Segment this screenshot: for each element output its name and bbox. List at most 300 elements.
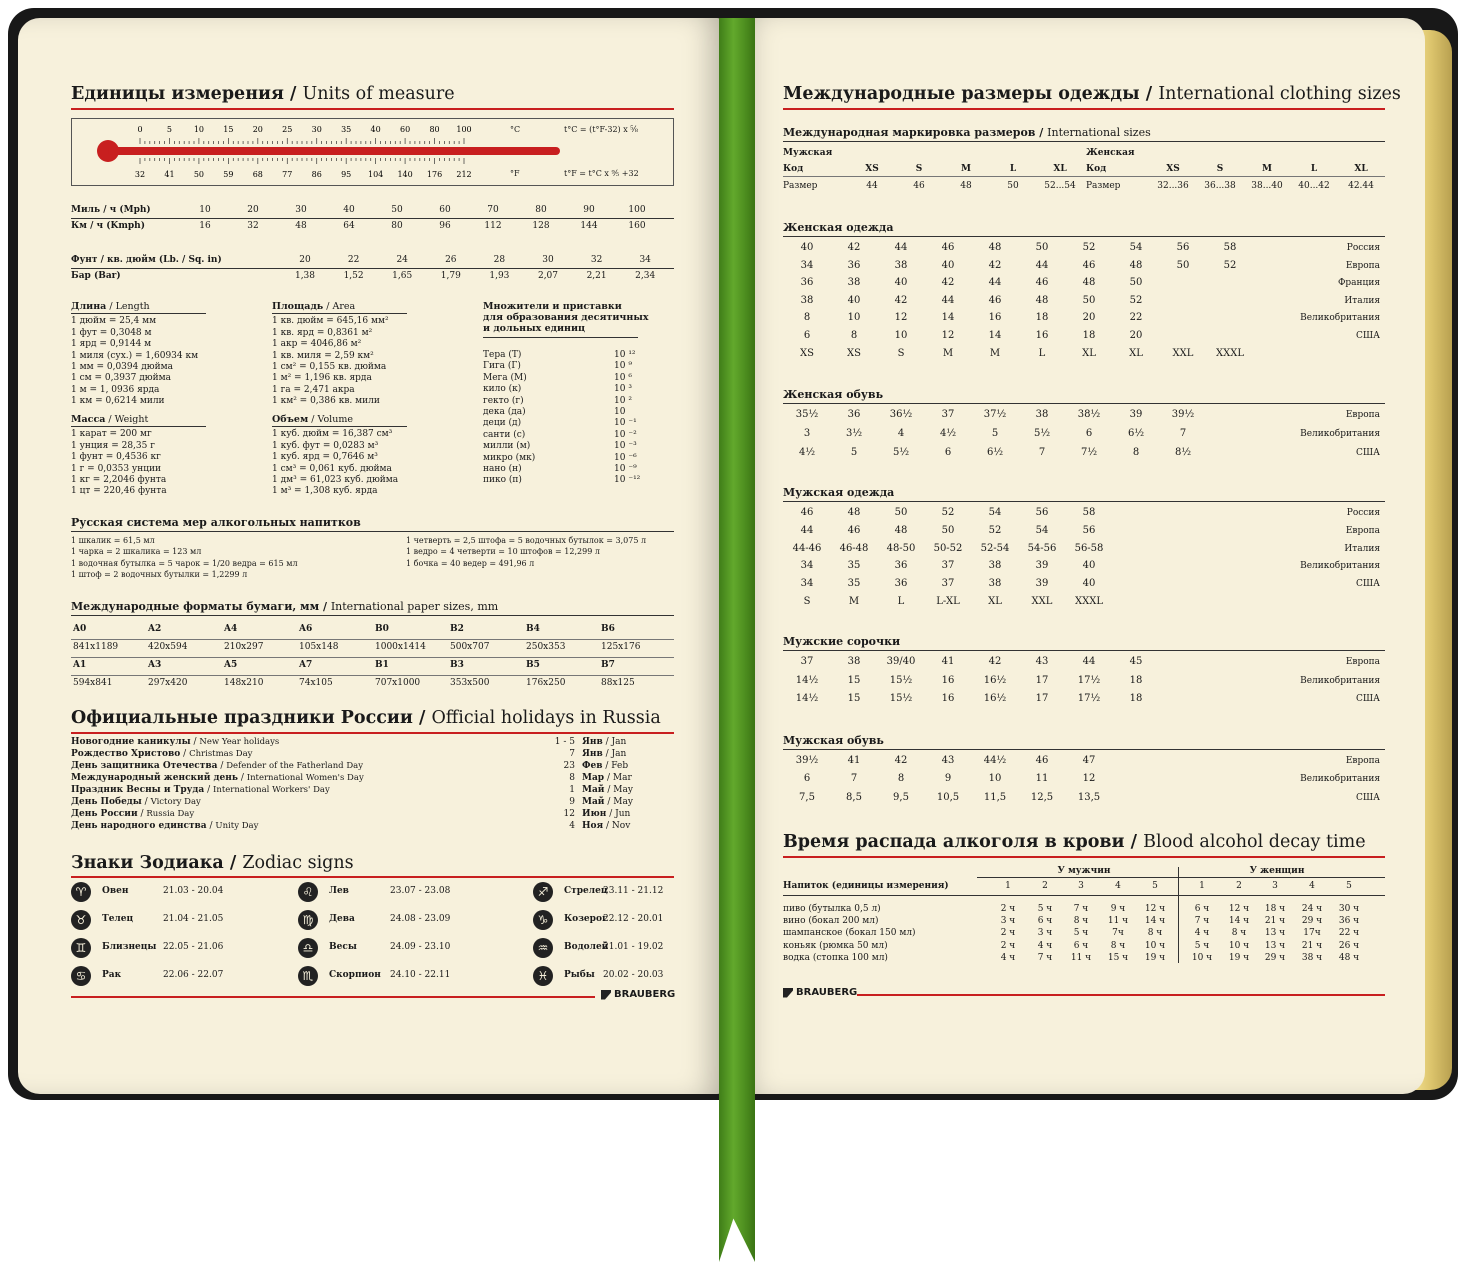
size-table-rule [783, 501, 1385, 502]
clothing-title-rule [783, 108, 1385, 110]
prefix-name: кило (к) [483, 384, 522, 395]
decay-group-rule [977, 877, 1385, 878]
holiday-day: 8 [569, 773, 575, 783]
size-cell: 38½ [1077, 409, 1101, 420]
size-cell: 58 [1223, 242, 1237, 253]
scorpio-icon: ♏ [298, 966, 318, 986]
decay-men-value: 11 ч [1107, 916, 1129, 927]
paper-row-rule [71, 639, 674, 640]
size-cell: 48 [847, 507, 861, 518]
fahrenheit-tick-label: 86 [311, 170, 322, 179]
size-cell: 50 [1035, 242, 1049, 253]
size-cell: 15 [847, 674, 861, 686]
size-cell: 12 [894, 312, 908, 324]
size-cell: 47 [1082, 755, 1096, 766]
units-title-ru: Единицы измерения [71, 84, 284, 104]
size-cell: XXXL [1075, 596, 1103, 607]
size-cell: 12 [1082, 773, 1096, 785]
decay-women-value: 29 ч [1264, 952, 1286, 963]
intl-sizes-title: Международная маркировка размеров / International sizes [783, 126, 1151, 139]
holiday-name-ru: Международный женский день [71, 773, 238, 783]
size-cell: 5½ [892, 447, 910, 458]
prefix-name: нано (н) [483, 464, 522, 475]
decay-men-value: 6 ч [1073, 940, 1089, 951]
size-cell: 7 [1038, 447, 1046, 458]
table-cell: 50 [391, 205, 403, 215]
zodiac-dates: 23.11 - 21.12 [603, 886, 664, 896]
prefix-row [483, 441, 638, 452]
zodiac-dates: 24.10 - 22.11 [390, 970, 451, 980]
decay-women-value: 13 ч [1264, 940, 1286, 951]
mass-heading: Масса / Weight [71, 414, 206, 427]
size-cell: 42 [941, 277, 955, 289]
decay-women-value: 48 ч [1338, 952, 1360, 963]
paper-format-size: 148x210 [224, 678, 264, 688]
holiday-name-ru: День России [71, 809, 138, 819]
paper-format-size: 841x1189 [73, 642, 119, 652]
holiday-name-en: International Workers' Day [212, 785, 330, 795]
list-item: 1 миля (сух.) = 1,60934 км [71, 350, 199, 361]
size-cell: 14 [941, 312, 955, 324]
women-group-label: У женщин [1249, 866, 1305, 876]
men-size: 52...54 [1044, 181, 1076, 191]
zodiac-name: Близнецы [102, 942, 157, 952]
celsius-tick-label: 40 [370, 125, 381, 134]
brand-mark-icon [783, 988, 793, 998]
size-cell: 46 [847, 524, 861, 536]
table-cell: 80 [391, 221, 403, 231]
prefix-factor: 10 ³ [614, 384, 632, 395]
size-cell: 11,5 [983, 791, 1007, 803]
decay-men-value: 3 ч [1037, 928, 1053, 939]
left-page [18, 18, 723, 1094]
decay-women-value: 36 ч [1338, 916, 1360, 927]
size-table-title: Женская обувь [783, 388, 884, 401]
fahrenheit-formula: t°F = t°C x ⁹⁄₅ +32 [564, 169, 639, 178]
size-cell: 34 [800, 578, 814, 590]
table-cell: 28 [493, 255, 506, 265]
alcohol-decay-title: Время распада алкоголя в крови / Blood alcohol decay time [783, 832, 1366, 852]
decay-women-value: 18 ч [1264, 904, 1286, 914]
alcohol-decay-rule [783, 856, 1385, 858]
zodiac-name: Весы [329, 942, 357, 952]
size-cell: 50 [1082, 294, 1096, 306]
size-country: Европа [1345, 657, 1380, 667]
holiday-name-en: Defender of the Fatherland Day [226, 761, 363, 771]
fahrenheit-tick-label: 104 [367, 170, 384, 179]
decay-col-number: 5 [1152, 881, 1158, 891]
men-code: L [1009, 164, 1017, 174]
size-cell: 38 [988, 560, 1002, 572]
holiday-name: День Победы / Victory Day [71, 797, 201, 807]
size-cell: 5½ [1033, 428, 1051, 439]
decay-men-value: 5 ч [1037, 904, 1053, 914]
size-cell: 20 [1082, 312, 1096, 324]
taurus-icon: ♉ [71, 910, 91, 930]
table-cell: 32 [247, 221, 259, 231]
prefix-factor: 10 ⁻³ [614, 441, 637, 452]
size-cell: 44 [894, 242, 908, 253]
size-cell: 39 [1129, 409, 1143, 420]
size-cell: 14½ [795, 693, 819, 704]
decay-women-value: 10 ч [1191, 952, 1213, 963]
size-cell: 7½ [1080, 447, 1098, 458]
decay-col-number: 2 [1042, 881, 1048, 891]
decay-men-value: 2 ч [1000, 940, 1016, 951]
prefix-factor: 10 ⁻⁶ [614, 452, 637, 463]
holiday-name-ru: День защитника Отечества [71, 761, 218, 771]
size-cell: 50 [1176, 259, 1190, 271]
prefix-row [483, 407, 638, 418]
size-cell: 8 [1132, 447, 1140, 458]
men-code: XL [1053, 164, 1067, 174]
size-country: США [1356, 694, 1380, 704]
holiday-name: Новогодние каникулы / New Year holidays [71, 737, 280, 747]
holiday-month-en: May [613, 785, 633, 795]
zodiac-name: Рак [102, 970, 122, 980]
size-cell: 58 [1082, 507, 1096, 518]
zodiac-dates: 21.04 - 21.05 [163, 914, 224, 924]
size-cell: 16 [941, 693, 955, 704]
size-cell: 40 [1082, 578, 1096, 590]
decay-drink: водка (стопка 100 мл) [783, 952, 888, 963]
prefix-name: микро (мк) [483, 452, 536, 463]
decay-men-value: 11 ч [1070, 952, 1092, 963]
size-country: Великобритания [1300, 313, 1380, 324]
holiday-day: 1 [569, 785, 575, 795]
zodiac-name: Овен [102, 886, 129, 896]
size-cell: 8 [850, 330, 858, 341]
table-cell: 34 [639, 255, 651, 265]
celsius-tick-label: 35 [341, 125, 352, 134]
prefix-factor: 10 ¹² [614, 350, 636, 360]
paper-format-size: 707x1000 [375, 678, 421, 688]
zodiac-dates: 22.06 - 22.07 [163, 970, 224, 980]
length-heading: Длина / Length [71, 301, 206, 314]
decay-men-value: 10 ч [1144, 940, 1166, 951]
size-cell: 48 [1035, 294, 1049, 306]
fahrenheit-tick-label: 140 [397, 170, 413, 179]
size-cell: 6 [944, 447, 952, 458]
alcohol-measures-col1 [71, 535, 298, 580]
right-page [737, 18, 1425, 1094]
table-cell: 1,93 [489, 271, 510, 281]
size-country: Великобритания [1300, 774, 1380, 785]
virgo-icon: ♍ [298, 910, 318, 930]
libra-icon: ♎ [298, 938, 318, 958]
size-cell: 50 [894, 507, 908, 518]
table-cell: 112 [484, 221, 502, 231]
holiday-month-ru: Май [582, 785, 605, 795]
decay-women-value: 21 ч [1301, 940, 1323, 951]
capricorn-icon: ♑ [533, 910, 553, 930]
size-country: Европа [1345, 525, 1380, 536]
decay-drink: вино (бокал 200 мл) [783, 916, 879, 927]
prefix-row [483, 464, 638, 475]
holidays-title-rule [71, 732, 674, 734]
zodiac-title-rule [71, 876, 674, 878]
decay-men-value: 5 ч [1073, 928, 1089, 939]
table-cell: 96 [439, 221, 451, 231]
paper-format-name: B6 [601, 624, 615, 634]
size-cell: 38 [847, 277, 861, 289]
prefix-factor: 10 [614, 407, 626, 418]
prefix-name: санти (с) [483, 429, 526, 440]
size-cell: 15½ [889, 693, 913, 704]
prefix-row [483, 453, 638, 464]
size-cell: 36 [847, 409, 861, 420]
size-cell: 37½ [983, 409, 1007, 420]
size-cell: 41 [847, 755, 861, 766]
thermometer-tube [108, 147, 560, 155]
women-code: XL [1354, 164, 1368, 174]
size-cell: S [897, 347, 905, 359]
fahrenheit-tick-label: 68 [252, 170, 263, 179]
holiday-month-ru: Мар [582, 773, 605, 783]
size-country: Италия [1344, 543, 1380, 554]
size-country: США [1356, 331, 1380, 341]
size-cell: 22 [1129, 312, 1143, 324]
size-cell: 56 [1176, 242, 1190, 253]
size-cell: 6 [1085, 428, 1093, 439]
celsius-tick-label: 20 [252, 125, 263, 134]
size-cell: 18 [1129, 693, 1143, 704]
decay-drink: шампанское (бокал 150 мл) [783, 928, 916, 939]
prefix-row [483, 418, 638, 429]
list-item: 1 см = 0,3937 дюйма [71, 373, 171, 384]
women-size: 42.44 [1348, 181, 1374, 191]
decay-col-number: 1 [1005, 881, 1011, 891]
brand-mark-icon [601, 990, 611, 1000]
size-cell: 41 [941, 656, 955, 667]
holiday-name: Международный женский день / International Women's Day [71, 773, 364, 783]
prefix-factor: 10 ⁻¹ [614, 418, 637, 429]
size-cell: 39 [1035, 560, 1049, 572]
size-cell: 35 [847, 560, 861, 572]
list-item: 1 куб. ярд = 0,7646 м³ [272, 452, 378, 463]
holiday-name-en: Christmas Day [189, 749, 253, 759]
size-table-rule [783, 650, 1385, 651]
prefix-name: Мега (М) [483, 372, 527, 383]
zodiac-name: Телец [102, 914, 134, 924]
list-item: 1 шкалик = 61,5 мл [71, 536, 155, 545]
paper-format-size: 125x176 [601, 642, 641, 652]
alcohol-measures-rule [71, 531, 674, 532]
size-cell: 46 [800, 507, 814, 518]
holiday-day: 12 [563, 809, 575, 819]
area-heading: Площадь / Area [272, 301, 407, 314]
size-cell: 9 [944, 773, 952, 785]
size-cell: 52 [1082, 242, 1096, 253]
decay-divider [1178, 867, 1179, 963]
table-cell: 2,21 [586, 271, 607, 281]
decay-women-value: 13 ч [1264, 928, 1286, 939]
size-cell: 46 [1035, 277, 1049, 289]
size-cell: 52-54 [980, 542, 1010, 554]
decay-women-value: 17ч [1303, 928, 1321, 939]
decay-men-value: 8 ч [1110, 940, 1126, 951]
prefix-title-line: и дольных единиц [483, 323, 586, 334]
paper-format-name: B3 [450, 660, 464, 670]
size-cell: 15½ [889, 674, 913, 686]
size-cell: 48 [1129, 259, 1143, 271]
size-cell: 56 [1035, 507, 1049, 518]
holiday-name-ru: День Победы [71, 797, 142, 807]
decay-drink: коньяк (рюмка 50 мл) [783, 940, 888, 951]
men-code-label: Код [783, 164, 804, 174]
holiday-name-en: International Women's Day [246, 773, 364, 783]
women-size: 36...38 [1204, 181, 1236, 191]
list-item: 1 кв. ярд = 0,8361 м² [272, 327, 373, 338]
women-size: 40...42 [1298, 181, 1330, 191]
table-cell: 1,52 [343, 271, 364, 281]
prefix-row [483, 475, 641, 486]
table-cell: 16 [199, 221, 211, 231]
paper-format-name: A4 [224, 624, 238, 634]
table-cell: 26 [445, 255, 457, 265]
prefix-row [483, 350, 638, 361]
paper-format-name: A6 [299, 624, 313, 634]
size-cell: 48 [988, 242, 1002, 253]
paper-format-name: A5 [224, 660, 238, 670]
decay-men-value: 7 ч [1073, 904, 1089, 914]
prefix-name: гекто (г) [483, 395, 524, 406]
holiday-name-en: Unity Day [215, 821, 259, 831]
paper-format-size: 420x594 [148, 642, 188, 652]
list-item: 1 куб. фут = 0,0283 м³ [272, 440, 379, 451]
decay-men-value: 8 ч [1147, 928, 1163, 939]
size-cell: 42 [988, 656, 1002, 667]
prefix-factor: 10 ⁻² [614, 429, 637, 440]
size-cell: 40 [894, 277, 908, 289]
prefix-title-line: для образования десятичных [483, 312, 649, 323]
table-cell: 30 [295, 205, 307, 215]
size-cell: 46-48 [839, 542, 869, 554]
size-cell: 37 [941, 409, 955, 420]
celsius-tick-label: 5 [166, 125, 173, 134]
paper-format-size: 1000x1414 [375, 642, 426, 652]
table-cell: 10 [199, 205, 211, 215]
size-cell: M [942, 347, 954, 359]
women-code: XS [1166, 164, 1180, 174]
sagittarius-icon: ♐ [533, 882, 553, 902]
zodiac-name: Скорпион [329, 970, 381, 980]
list-item: 1 км² = 0,386 кв. мили [272, 396, 380, 407]
size-cell: 16 [1035, 330, 1049, 341]
table-cell: 32 [590, 255, 603, 265]
holiday-month: Мар / Mar [582, 773, 632, 783]
men-size-label: Размер [783, 181, 818, 191]
size-cell: 54-56 [1027, 542, 1057, 554]
size-cell: 40 [1082, 560, 1096, 572]
holiday-name-en: Russia Day [146, 809, 195, 819]
holiday-name: Рождество Христово / Christmas Day [71, 749, 253, 759]
zodiac-dates: 21.01 - 19.02 [603, 942, 664, 952]
prefix-factor: 10 ⁻¹² [614, 475, 641, 486]
decay-drink: пиво (бутылка 0,5 л) [783, 904, 881, 914]
women-code: S [1216, 164, 1224, 174]
size-cell: 48 [1082, 277, 1096, 289]
fahrenheit-tick-label: 59 [223, 170, 234, 179]
size-cell: 39½ [1171, 409, 1195, 420]
decay-women-value: 7 ч [1194, 916, 1210, 927]
paper-format-size: 250x353 [526, 642, 566, 652]
decay-col-number: 4 [1115, 881, 1121, 891]
paper-row-rule [71, 675, 674, 676]
decay-women-value: 14 ч [1228, 916, 1250, 927]
decay-header-rule [783, 895, 1385, 896]
list-item: 1 фут = 0,3048 м [71, 327, 152, 338]
prefix-row [483, 373, 638, 384]
decay-women-value: 5 ч [1194, 940, 1210, 951]
zodiac-dates: 23.07 - 23.08 [390, 886, 451, 896]
decay-col-number: 4 [1309, 881, 1315, 891]
list-item: 1 м³ = 1,308 куб. ярда [272, 486, 378, 497]
size-cell: 46 [941, 242, 955, 253]
list-item: 1 акр = 4046,86 м² [272, 339, 362, 350]
row-label: Км / ч (Kmph) [71, 221, 145, 231]
men-code: XS [865, 164, 879, 174]
units-title-en: Units of measure [302, 84, 455, 104]
holiday-month-ru: Май [582, 797, 605, 807]
prefix-list [483, 301, 649, 487]
table-cell: 60 [439, 205, 451, 215]
size-cell: 45 [1129, 656, 1143, 667]
zodiac-dates: 22.05 - 21.06 [163, 942, 224, 952]
size-cell: 7 [850, 773, 858, 785]
table-cell: 2,34 [635, 271, 656, 281]
zodiac-dates: 24.08 - 23.09 [390, 914, 451, 924]
paper-row-rule [71, 657, 674, 658]
size-cell: 38 [847, 656, 861, 667]
size-cell: 37 [941, 560, 955, 572]
size-cell: 42 [988, 259, 1002, 271]
paper-format-name: B5 [526, 660, 540, 670]
holiday-month-ru: Янв [582, 737, 603, 747]
prefix-name: Гига (Г) [483, 361, 521, 372]
size-table-title: Мужские сорочки [783, 635, 901, 648]
clothing-title: Международные размеры одежды / International clothing sizes [783, 84, 1401, 104]
aquarius-icon: ♒ [533, 938, 553, 958]
paper-format-name: B1 [375, 660, 389, 670]
list-item: 1 г = 0,0353 унции [71, 463, 161, 474]
list-item: 1 чарка = 2 шкалика = 123 мл [71, 547, 202, 557]
list-item: 1 см² = 0,155 кв. дюйма [272, 362, 387, 373]
size-cell: 16 [988, 312, 1002, 324]
size-cell: 40 [941, 259, 955, 271]
list-item: 1 цт = 220,46 фунта [71, 486, 167, 497]
holiday-month-ru: Июн [582, 809, 607, 819]
holiday-month-en: May [613, 797, 633, 807]
size-cell: 46 [1035, 755, 1049, 766]
aries-icon: ♈ [71, 882, 91, 902]
size-country: Европа [1345, 260, 1380, 271]
prefix-title-line: Множители и приставки [483, 301, 622, 312]
gemini-icon: ♊ [71, 938, 91, 958]
prefix-heading [483, 301, 649, 338]
size-cell: XL [988, 596, 1002, 607]
size-cell: 54 [988, 507, 1002, 518]
decay-women-value: 29 ч [1301, 916, 1323, 927]
size-cell: 37 [941, 578, 955, 590]
holiday-month: Июн / Jun [582, 809, 631, 819]
size-cell: L [897, 596, 905, 607]
men-label: Мужская [783, 148, 833, 158]
footer-rule [857, 994, 1385, 996]
table-cell: 1,79 [440, 271, 461, 281]
size-cell: 17 [1035, 693, 1049, 704]
size-cell: 12,5 [1030, 791, 1054, 803]
